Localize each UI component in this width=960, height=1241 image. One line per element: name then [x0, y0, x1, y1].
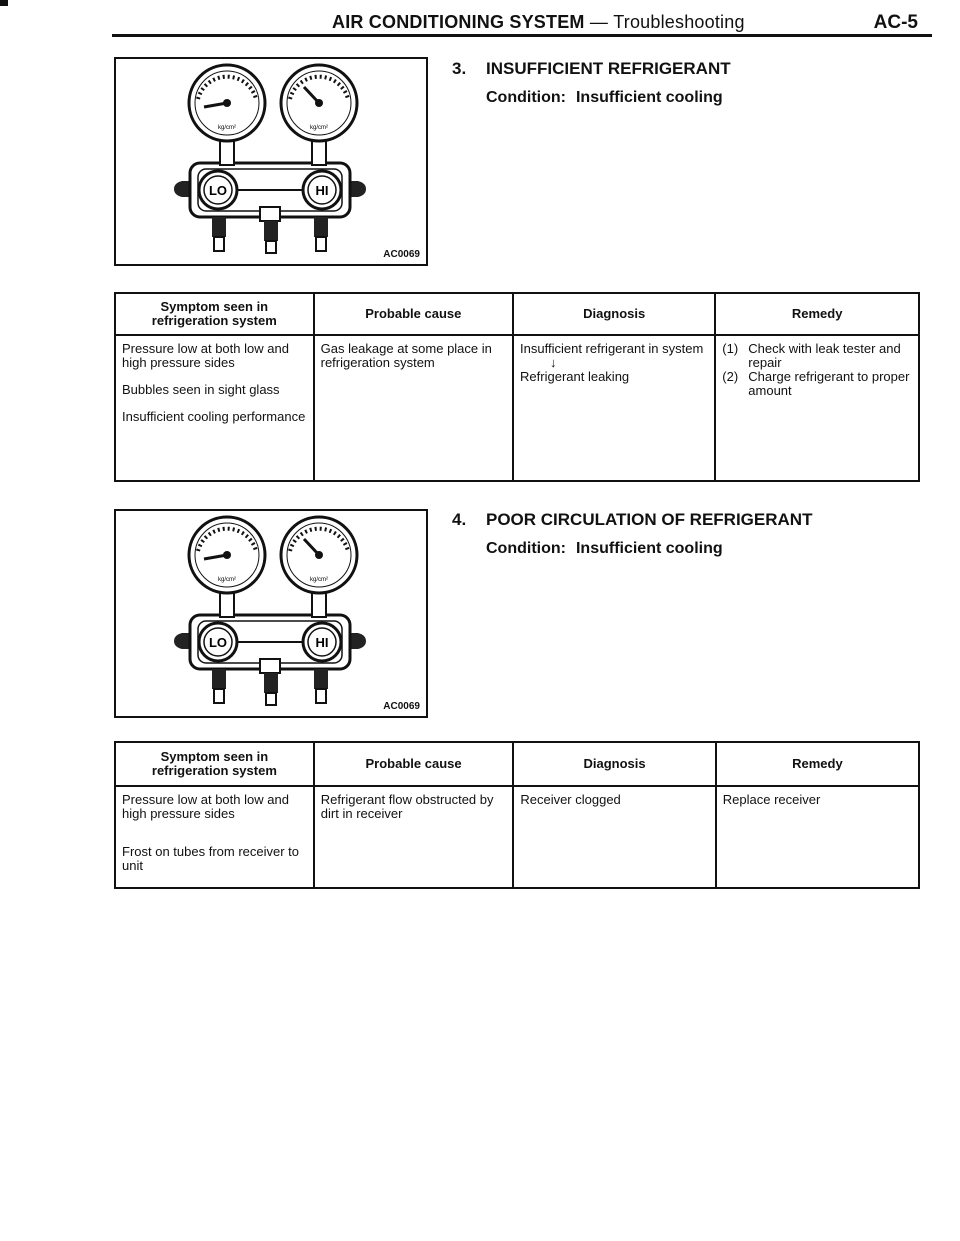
gauge-manifold-illustration — [116, 511, 426, 716]
gauge-manifold-figure — [114, 57, 428, 266]
svg-text:HI: HI — [315, 635, 329, 650]
symptom-cell — [115, 335, 314, 481]
table-row — [115, 335, 919, 481]
section-4 — [452, 510, 812, 558]
remedy-cell: Replace receiver — [716, 786, 919, 888]
gauge-manifold-illustration — [116, 59, 426, 264]
header-cause: Probable cause — [314, 293, 513, 335]
header-remedy: Remedy — [715, 293, 919, 335]
condition-value: Insufficient cooling — [575, 540, 723, 557]
symptom-text: Insufficient cooling performance — [122, 409, 306, 424]
header-diagnosis: Diagnosis — [513, 742, 715, 786]
diagnosis-cell — [513, 335, 715, 481]
remedy-text: Charge refrigerant to proper amount — [748, 369, 910, 398]
symptom-text: Frost on tubes from receiver to unit — [122, 844, 300, 873]
symptom-cell — [115, 786, 314, 888]
section-heading — [452, 510, 812, 530]
svg-text:kg/cm²: kg/cm² — [218, 577, 236, 583]
condition-line — [486, 89, 731, 107]
remedy-item — [722, 370, 912, 398]
condition-label: Condition: — [486, 540, 566, 557]
svg-text:LO: LO — [208, 183, 228, 198]
table-header-row — [115, 742, 919, 786]
troubleshooting-table-4 — [114, 741, 920, 889]
cause-cell: Gas leakage at some place in refrigeration system — [314, 335, 513, 481]
table-header-row — [115, 293, 919, 335]
title-dash: — — [589, 12, 609, 32]
page-number: AC-5 — [873, 12, 918, 33]
section-number: 3. — [452, 59, 467, 78]
svg-text:kg/cm²: kg/cm² — [218, 125, 236, 131]
header-remedy: Remedy — [716, 742, 919, 786]
remedy-text: Check with leak tester and repair — [748, 341, 901, 370]
header-rule — [112, 34, 932, 37]
gauge-manifold-figure — [114, 509, 428, 718]
header-cause: Probable cause — [314, 742, 514, 786]
section-3 — [452, 59, 731, 107]
condition-line — [486, 540, 812, 558]
condition-value: Insufficient cooling — [575, 89, 723, 106]
section-title: INSUFFICIENT REFRIGERANT — [486, 59, 731, 78]
title-main: AIR CONDITIONING SYSTEM — [332, 12, 585, 32]
corner-mark — [0, 0, 8, 6]
remedy-number: (1) — [722, 341, 739, 356]
condition-label: Condition: — [486, 89, 566, 106]
header-symptom: Symptom seen in refrigeration system — [115, 293, 314, 335]
header-diagnosis: Diagnosis — [513, 293, 715, 335]
header-symptom: Symptom seen in refrigeration system — [115, 742, 314, 786]
page-header — [112, 10, 918, 34]
remedy-item — [722, 342, 912, 370]
section-number: 4. — [452, 510, 467, 529]
page-title — [332, 12, 745, 33]
diagnosis-text: Insufficient refrigerant in system — [520, 341, 704, 356]
symptom-text: Bubbles seen in sight glass — [122, 382, 280, 397]
svg-text:kg/cm²: kg/cm² — [310, 577, 328, 583]
down-arrow-icon: ↓ — [550, 355, 557, 370]
svg-text:HI: HI — [315, 183, 329, 198]
figure-code: AC0069 — [383, 701, 420, 712]
section-title: POOR CIRCULATION OF REFRIGERANT — [486, 510, 813, 529]
symptom-text: Pressure low at both low and high pressure sides — [122, 792, 289, 821]
svg-text:LO: LO — [208, 635, 228, 650]
remedy-number: (2) — [722, 369, 739, 384]
diagnosis-cell: Receiver clogged — [513, 786, 715, 888]
section-heading — [452, 59, 731, 79]
diagnosis-text: Refrigerant leaking — [520, 369, 630, 384]
svg-text:kg/cm²: kg/cm² — [310, 125, 328, 131]
figure-code: AC0069 — [383, 249, 420, 260]
remedy-cell — [715, 335, 919, 481]
title-sub: Troubleshooting — [613, 12, 745, 32]
symptom-text: Pressure low at both low and high pressure sides — [122, 341, 289, 370]
table-row — [115, 786, 919, 888]
troubleshooting-table-3 — [114, 292, 920, 482]
cause-cell: Refrigerant flow obstructed by dirt in receiver — [314, 786, 514, 888]
